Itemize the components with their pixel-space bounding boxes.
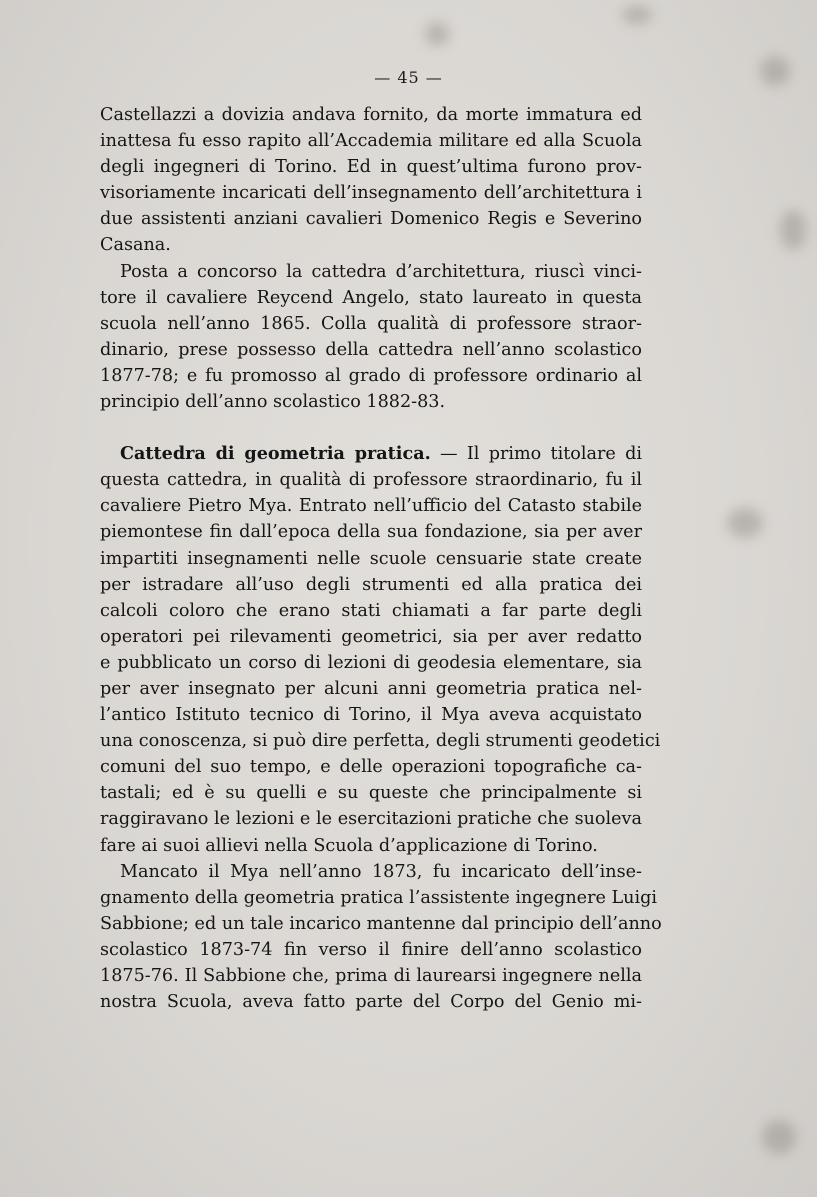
text-line: e pubblicato un corso di lezioni di geodesia elementare, sia — [100, 652, 642, 673]
paper-stain — [762, 1120, 796, 1154]
text-line: Sabbione; ed un tale incarico mantenne dal principio dell’anno — [100, 913, 662, 934]
text-line: dinario, prese possesso della cattedra nell’anno scolastico — [100, 339, 642, 360]
text-line: due assistenti anziani cavalieri Domenico Regis e Severino — [100, 209, 642, 230]
text-line: Casana. — [100, 235, 171, 256]
text-line: per istradare all’uso degli strumenti ed alla pratica dei — [100, 574, 642, 595]
paper-stain — [727, 508, 763, 538]
text-line: cavaliere Pietro Mya. Entrato nell’ufficio del Catasto stabile — [100, 496, 642, 517]
text-line: per aver insegnato per alcuni anni geometria pratica nel- — [100, 678, 642, 699]
text-line: operatori pei rilevamenti geometrici, sia per aver redatto — [100, 626, 642, 647]
text-line: Mancato il Mya nell’anno 1873, fu incaricato dell’inse- — [120, 861, 642, 882]
text-line: Posta a concorso la cattedra d’architettura, riuscì vinci- — [120, 261, 642, 282]
paragraph — [100, 102, 642, 259]
text-line: una conoscenza, si può dire perfetta, degli strumenti geodetici — [100, 731, 661, 752]
text-line: degli ingegneri di Torino. Ed in quest’ultima furono prov- — [100, 157, 642, 178]
text-line: tore il cavaliere Reycend Angelo, stato laureato in questa — [100, 287, 642, 308]
text-line: tastali; ed è su quelli e su queste che principalmente si — [100, 783, 642, 804]
text-line — [100, 441, 642, 467]
text-line: calcoli coloro che erano stati chiamati a far parte degli — [100, 600, 642, 621]
text-line: visoriamente incaricati dell’insegnamento dell’architettura i — [100, 183, 642, 204]
text-line: principio dell’anno scolastico 1882-83. — [100, 392, 446, 413]
section-heading: Cattedra di geometria pratica. — [120, 443, 431, 465]
text-line: gnamento della geometria pratica l’assistente ingegnere Luigi — [100, 887, 658, 908]
paper-stain — [780, 210, 806, 250]
text-line: comuni del suo tempo, e delle operazioni topografiche ca- — [100, 757, 642, 778]
text-line: 1875-76. Il Sabbione che, prima di laurearsi ingegnere nella — [100, 966, 642, 986]
text-line: inattesa fu esso rapito all’Accademia militare ed alla Scuola — [100, 131, 642, 152]
paragraph — [100, 859, 662, 1016]
section-gap — [100, 415, 642, 441]
paper-stain — [622, 6, 652, 24]
paragraph — [100, 441, 661, 859]
paragraph — [100, 259, 642, 416]
heading-line-rest: — Il primo titolare di — [430, 444, 642, 465]
text-line: fare ai suoi allievi nella Scuola d’applicazione di Torino. — [100, 835, 598, 856]
text-line: nostra Scuola, aveva fatto parte del Corpo del Genio mi- — [100, 992, 642, 1013]
text-line: scuola nell’anno 1865. Colla qualità di professore straor- — [100, 313, 642, 334]
text-line: piemontese fin dall’epoca della sua fondazione, sia per aver — [100, 522, 642, 543]
text-line: questa cattedra, in qualità di professore straordinario, fu il — [100, 470, 642, 491]
text-line: impartiti insegnamenti nelle scuole censuarie state create — [100, 548, 642, 569]
text-line: 1877-78; e fu promosso al grado di professore ordinario al — [100, 365, 642, 386]
text-line: Castellazzi a dovizia andava fornito, da morte immatura ed — [100, 105, 642, 125]
paper-stain — [425, 22, 449, 46]
text-line: raggiravano le lezioni e le esercitazioni pratiche che suoleva — [100, 809, 642, 830]
text-line: l’antico Istituto tecnico di Torino, il Mya aveva acquistato — [100, 705, 642, 726]
body-text — [100, 102, 662, 1015]
page-number: — 45 — — [374, 68, 443, 87]
text-line: scolastico 1873-74 fin verso il finire dell’anno scolastico — [100, 939, 642, 960]
